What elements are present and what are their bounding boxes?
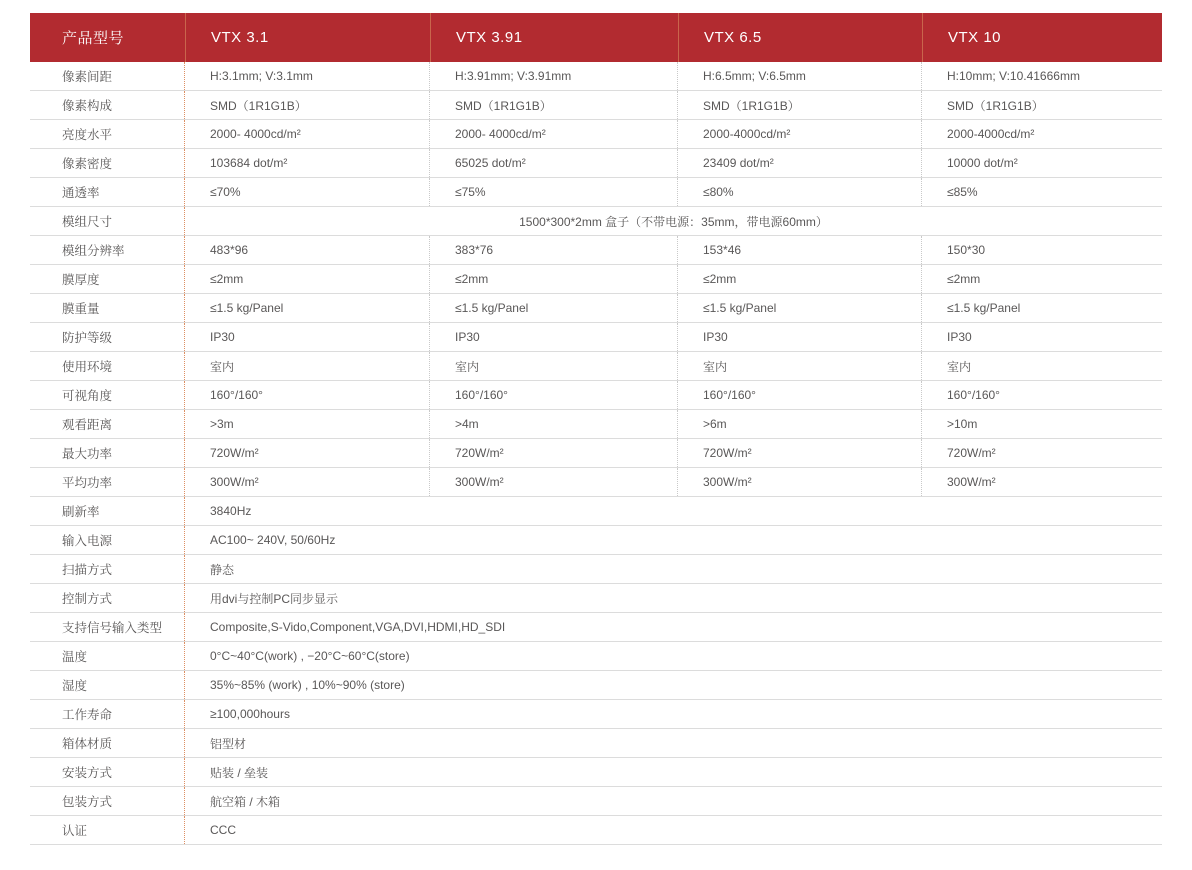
spec-row	[30, 149, 1162, 178]
spec-label: 湿度	[30, 671, 185, 699]
spec-value: 23409 dot/m²	[678, 149, 922, 177]
spec-row	[30, 294, 1162, 323]
spec-row	[30, 178, 1162, 207]
spec-value: 35%~85% (work) , 10%~90% (store)	[210, 678, 405, 692]
spec-row	[30, 497, 1162, 526]
product-column-header: VTX 3.1	[185, 13, 430, 62]
spec-value: 2000-4000cd/m²	[678, 120, 922, 148]
spec-value: 160°/160°	[678, 381, 922, 409]
spec-row	[30, 729, 1162, 758]
spec-value: >10m	[947, 417, 978, 431]
spec-label: 模组尺寸	[30, 207, 185, 235]
spec-row	[30, 468, 1162, 497]
spec-value: ≤1.5 kg/Panel	[185, 294, 430, 322]
spec-label: 认证	[30, 816, 185, 844]
spec-label: 像素间距	[30, 62, 185, 90]
spec-label: 像素构成	[30, 91, 185, 119]
spec-value: 160°/160°	[947, 388, 1000, 402]
spec-row	[30, 787, 1162, 816]
spec-label: 箱体材质	[30, 729, 185, 757]
spec-value: 300W/m²	[678, 468, 922, 496]
spec-value: 720W/m²	[678, 439, 922, 467]
spec-label: 膜重量	[30, 294, 185, 322]
product-column-header: VTX 10	[922, 13, 1162, 62]
table-header	[30, 13, 1162, 62]
spec-value: H:10mm; V:10.41666mm	[947, 69, 1080, 83]
spec-value: 室内	[947, 359, 972, 374]
spec-row	[30, 700, 1162, 729]
spec-value: ≤1.5 kg/Panel	[947, 301, 1021, 315]
spec-value: 103684 dot/m²	[185, 149, 430, 177]
spec-value: 300W/m²	[430, 468, 678, 496]
spec-value: ≤80%	[678, 178, 922, 206]
spec-value: >4m	[430, 410, 678, 438]
table-body	[30, 62, 1162, 845]
spec-value: 2000-4000cd/m²	[947, 127, 1035, 141]
spec-value: Composite,S-Vido,Component,VGA,DVI,HDMI,HD_SDI	[210, 620, 506, 634]
spec-value: H:6.5mm; V:6.5mm	[678, 62, 922, 90]
spec-value: 1500*300*2mm 盒子（不带电源：35mm，带电源60mm）	[519, 214, 828, 229]
spec-value: 150*30	[947, 243, 986, 257]
spec-value: 300W/m²	[947, 475, 996, 489]
spec-value: 65025 dot/m²	[430, 149, 678, 177]
spec-value: 10000 dot/m²	[947, 156, 1018, 170]
spec-row	[30, 91, 1162, 120]
spec-label: 最大功率	[30, 439, 185, 467]
spec-label: 像素密度	[30, 149, 185, 177]
spec-label: 可视角度	[30, 381, 185, 409]
spec-label: 通透率	[30, 178, 185, 206]
spec-value: ≤1.5 kg/Panel	[430, 294, 678, 322]
spec-value: ≤1.5 kg/Panel	[678, 294, 922, 322]
spec-row	[30, 381, 1162, 410]
table-header-label: 产品型号	[62, 30, 125, 47]
spec-value: IP30	[947, 330, 972, 344]
spec-value: ≤75%	[430, 178, 678, 206]
spec-value: 160°/160°	[185, 381, 430, 409]
spec-value: AC100~ 240V, 50/60Hz	[210, 533, 336, 547]
spec-value: 室内	[678, 352, 922, 380]
spec-row	[30, 526, 1162, 555]
spec-value: 航空箱 / 木箱	[210, 794, 281, 809]
spec-value: 贴装 / 垒装	[210, 765, 269, 780]
spec-value: CCC	[210, 823, 236, 837]
spec-value: IP30	[678, 323, 922, 351]
spec-label: 观看距离	[30, 410, 185, 438]
spec-row	[30, 207, 1162, 236]
spec-value: 2000- 4000cd/m²	[185, 120, 430, 148]
spec-label: 使用环境	[30, 352, 185, 380]
spec-label: 工作寿命	[30, 700, 185, 728]
spec-value: 720W/m²	[947, 446, 996, 460]
spec-value: H:3.1mm; V:3.1mm	[185, 62, 430, 90]
spec-label: 膜厚度	[30, 265, 185, 293]
spec-label: 模组分辨率	[30, 236, 185, 264]
product-column-header: VTX 3.91	[430, 13, 678, 62]
spec-value: SMD（1R1G1B）	[678, 91, 922, 119]
spec-label: 温度	[30, 642, 185, 670]
spec-value: 0°C~40°C(work) , −20°C~60°C(store)	[210, 649, 410, 663]
product-spec-table	[30, 13, 1162, 845]
spec-row	[30, 555, 1162, 584]
spec-value: 383*76	[430, 236, 678, 264]
spec-value: 静态	[210, 562, 235, 577]
spec-row	[30, 584, 1162, 613]
spec-row	[30, 613, 1162, 642]
spec-value: H:3.91mm; V:3.91mm	[430, 62, 678, 90]
spec-label: 包装方式	[30, 787, 185, 815]
spec-value: 720W/m²	[430, 439, 678, 467]
spec-label: 支持信号输入类型	[30, 613, 185, 641]
spec-value: 2000- 4000cd/m²	[430, 120, 678, 148]
spec-label: 扫描方式	[30, 555, 185, 583]
spec-label: 平均功率	[30, 468, 185, 496]
spec-value: IP30	[185, 323, 430, 351]
spec-value: 铝型材	[210, 736, 247, 751]
spec-value: ≤85%	[947, 185, 978, 199]
spec-row	[30, 642, 1162, 671]
spec-value: ≤2mm	[185, 265, 430, 293]
spec-value: ≥100,000hours	[210, 707, 290, 721]
spec-value: ≤2mm	[678, 265, 922, 293]
spec-value: SMD（1R1G1B）	[430, 91, 678, 119]
spec-row	[30, 439, 1162, 468]
spec-value: 720W/m²	[185, 439, 430, 467]
spec-label: 控制方式	[30, 584, 185, 612]
spec-label: 亮度水平	[30, 120, 185, 148]
spec-value: 用dvi与控制PC同步显示	[210, 591, 339, 606]
spec-row	[30, 671, 1162, 700]
spec-label: 防护等级	[30, 323, 185, 351]
spec-value: ≤2mm	[430, 265, 678, 293]
spec-row	[30, 758, 1162, 787]
spec-label: 安装方式	[30, 758, 185, 786]
spec-value: SMD（1R1G1B）	[947, 98, 1044, 113]
spec-value: ≤2mm	[947, 272, 981, 286]
spec-label: 刷新率	[30, 497, 185, 525]
spec-row	[30, 120, 1162, 149]
spec-row	[30, 236, 1162, 265]
spec-row	[30, 323, 1162, 352]
spec-row	[30, 410, 1162, 439]
spec-value: ≤70%	[185, 178, 430, 206]
spec-value: SMD（1R1G1B）	[185, 91, 430, 119]
spec-value: 室内	[185, 352, 430, 380]
spec-value: >3m	[185, 410, 430, 438]
spec-value: IP30	[430, 323, 678, 351]
spec-row	[30, 265, 1162, 294]
spec-value: 153*46	[678, 236, 922, 264]
spec-value: 室内	[430, 352, 678, 380]
spec-value: 3840Hz	[210, 504, 252, 518]
spec-row	[30, 816, 1162, 845]
spec-label: 输入电源	[30, 526, 185, 554]
spec-value: 483*96	[185, 236, 430, 264]
spec-row	[30, 352, 1162, 381]
spec-value: >6m	[678, 410, 922, 438]
spec-value: 160°/160°	[430, 381, 678, 409]
spec-row	[30, 62, 1162, 91]
product-column-header: VTX 6.5	[678, 13, 922, 62]
spec-value: 300W/m²	[185, 468, 430, 496]
